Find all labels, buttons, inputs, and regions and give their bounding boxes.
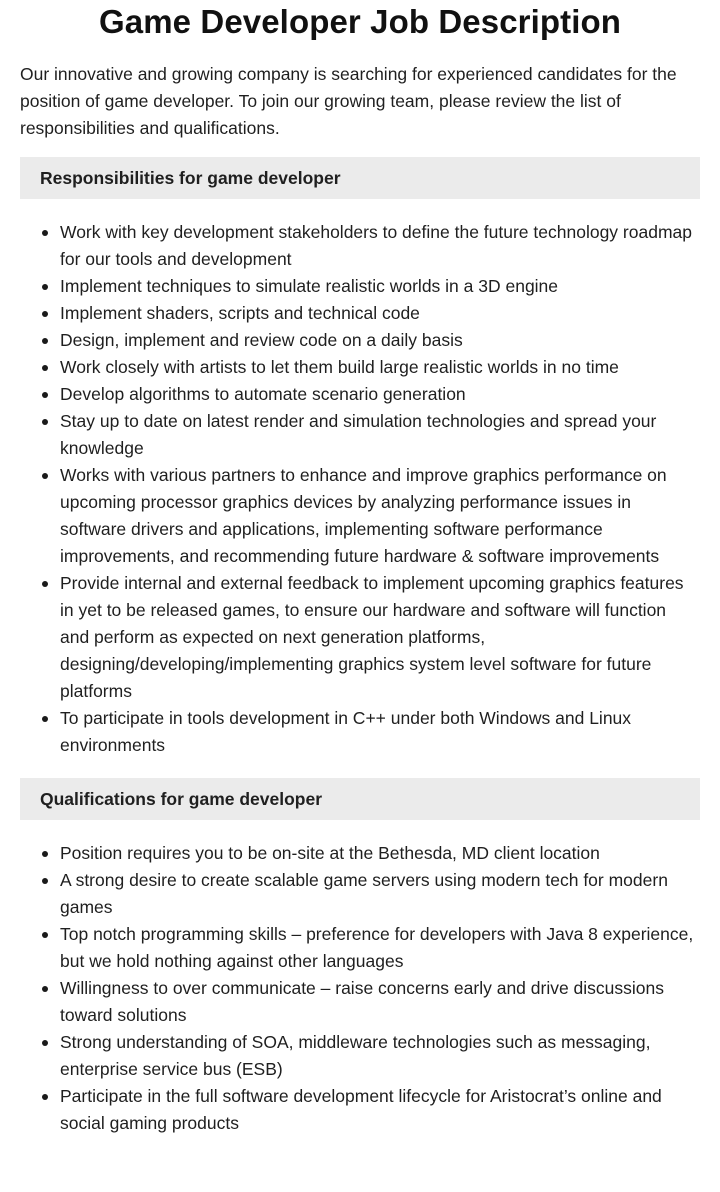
list-item [20,570,700,705]
intro-paragraph: Our innovative and growing company is searching for experienced candidates for the position of game developer. To join our growing team, please review the list of responsibilities and qualifications. [20,64,677,138]
list-item [20,705,700,759]
qualifications-list [20,840,700,1137]
bullet-icon [42,419,48,425]
list-item [20,219,700,273]
list-item [20,273,700,300]
list-item [20,840,700,867]
list-item-text: Participate in the full software development lifecycle for Aristocrat’s online and social gaming products [60,1086,662,1133]
list-item-text: Implement shaders, scripts and technical code [60,303,420,323]
bullet-icon [42,986,48,992]
bullet-icon [42,284,48,290]
list-item [20,1083,700,1137]
list-item-text: Position requires you to be on-site at the Bethesda, MD client location [60,843,600,863]
list-item-text: To participate in tools development in C++ under both Windows and Linux environments [60,708,632,755]
list-item-text: Provide internal and external feedback to implement upcoming graphics features in yet to be released games, to ensure our hardware and software will function and perform as expected on next generation platforms, designing/developing/implementing graphics system level software for future platforms [60,573,684,701]
bullet-icon [42,311,48,317]
list-item [20,975,700,1029]
qualifications-heading: Qualifications for game developer [20,778,700,820]
list-item-text: Top notch programming skills – preference for developers with Java 8 experience, but we hold nothing against other languages [60,924,694,971]
responsibilities-list [20,219,700,759]
list-item-text: Willingness to over communicate – raise concerns early and drive discussions toward solutions [60,978,665,1025]
bullet-icon [42,1040,48,1046]
page-title: Game Developer Job Description [99,3,621,40]
list-item [20,381,700,408]
list-item [20,462,700,570]
list-item-text: Strong understanding of SOA, middleware technologies such as messaging, enterprise service bus (ESB) [60,1032,651,1079]
list-item [20,921,700,975]
list-item [20,408,700,462]
list-item-text: Work closely with artists to let them build large realistic worlds in no time [60,357,619,377]
list-item [20,354,700,381]
bullet-icon [42,878,48,884]
list-item-text: Works with various partners to enhance and improve graphics performance on upcoming processor graphics devices by analyzing performance issues in software drivers and applications, implementing software performance improvements, and recommending future hardware & software improvements [60,465,667,566]
list-item-text: Develop algorithms to automate scenario generation [60,384,466,404]
list-item-text: Implement techniques to simulate realistic worlds in a 3D engine [60,276,559,296]
list-item-text: A strong desire to create scalable game servers using modern tech for modern games [60,870,668,917]
list-item-text: Stay up to date on latest render and simulation technologies and spread your knowledge [60,411,657,458]
bullet-icon [42,1094,48,1100]
bullet-icon [42,230,48,236]
bullet-icon [42,338,48,344]
bullet-icon [42,365,48,371]
bullet-icon [42,392,48,398]
responsibilities-heading: Responsibilities for game developer [20,157,700,199]
bullet-icon [42,581,48,587]
bullet-icon [42,851,48,857]
bullet-icon [42,473,48,479]
bullet-icon [42,716,48,722]
list-item-text: Design, implement and review code on a daily basis [60,330,463,350]
list-item [20,327,700,354]
list-item [20,300,700,327]
list-item [20,867,700,921]
list-item [20,1029,700,1083]
list-item-text: Work with key development stakeholders to define the future technology roadmap for our tools and development [60,222,692,269]
bullet-icon [42,932,48,938]
